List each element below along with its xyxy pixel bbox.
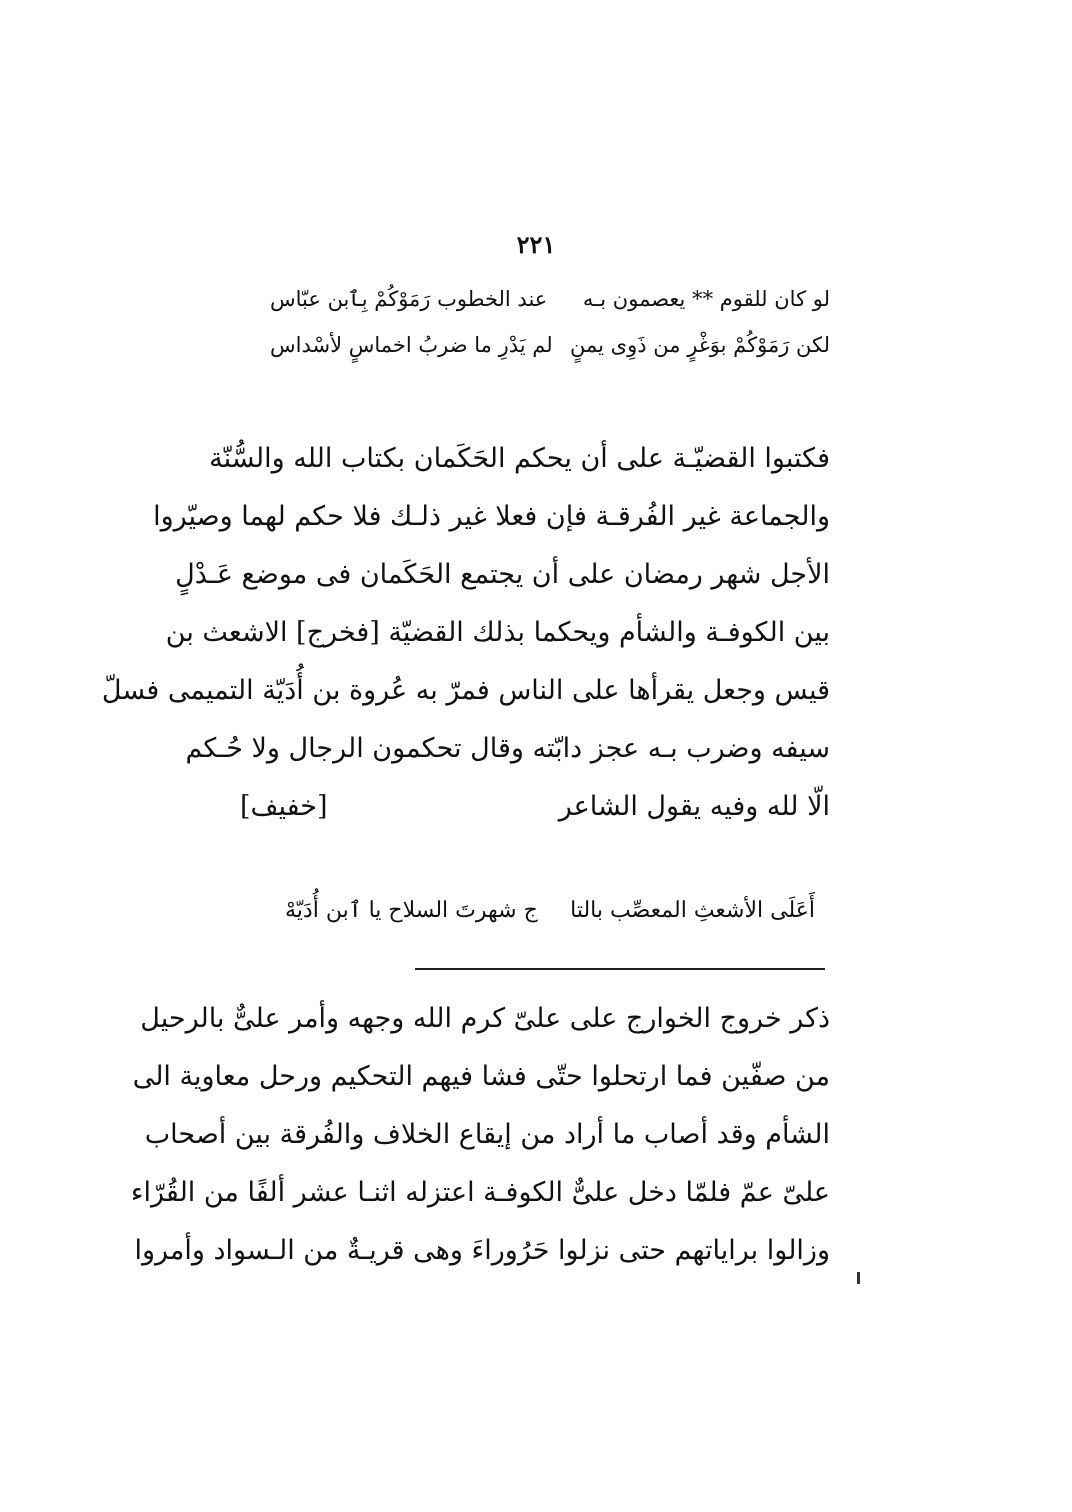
prose-line-text: الّا لله وفيه يقول الشاعر (558, 791, 830, 822)
verse-hemistich-left: عند الخطوب رَمَوْكُمْ بِٱبن عبّاس (270, 287, 548, 311)
verse-line (270, 282, 830, 328)
verse-line (270, 328, 830, 374)
prose-line: وزالوا براياتهم حتى نزلوا حَرُوراءَ وهى قريـةٌ من الـسواد وأمروا (134, 1235, 830, 1266)
prose-line: علىّ عمّ فلمّا دخل علىٌّ الكوفـة اعتزله اثنـا عشر ألفًا من القُرّاء (130, 1177, 830, 1208)
prose-line: بين الكوفـة والشأم ويحكما بذلك القضيّة [فخرج] الاشعث بن (165, 617, 830, 648)
prose-line: والجماعة غير الفُرقـة فإن فعلا غير ذلـك فلا حكم لهما وصيّروا (153, 501, 830, 532)
verse-single (285, 898, 815, 923)
page-number: ٢٢١ (516, 230, 556, 259)
prose-line: سيفه وضرب بـه عجز دابّته وقال تحكمون الرجال ولا حُـكم (185, 733, 830, 764)
section-divider (415, 968, 825, 970)
verse-hemistich-right: لكن رَمَوْكُمْ بوَغْرٍ من ذَوِى يمنٍ (570, 333, 830, 357)
prose-line: الشأم وقد أصاب ما أراد من إيقاع الخلاف والفُرقة بين أصحاب (144, 1119, 830, 1150)
verse-hemistich-right: أَعَلَى الأشعثِ المعصِّب بالتا (570, 898, 815, 923)
margin-mark (857, 1272, 860, 1284)
prose-line: من صفّين فما ارتحلوا حتّى فشا فيهم التحكيم ورحل معاوية الى (132, 1061, 830, 1092)
verse-hemistich-left: لم يَدْرِ ما ضربُ اخماسٍ لأسْداس (270, 333, 553, 357)
prose-line: فكتبوا القضيّـة على أن يحكم الحَكَمان بكتاب الله والسُّنّة (209, 443, 830, 474)
prose-line-last (240, 778, 830, 836)
verse-hemistich-right: لو كان للقوم ** يعصمون بـه (582, 287, 830, 311)
prose-paragraph-2 (130, 990, 830, 1280)
meter-label: [خفيف] (240, 791, 328, 822)
prose-line: قيس وجعل يقرأها على الناس فمرّ به عُروة بن أُدَيّة التميمى فسلّ (101, 675, 830, 706)
prose-line: ذكر خروج الخوارج على علىّ كرم الله وجهه وأمر علىٌّ بالرحيل (140, 1003, 830, 1034)
verse-block-top (270, 282, 830, 374)
prose-line: الأجل شهر رمضان على أن يجتمع الحَكَمان فى موضع عَـدْلٍ (175, 559, 830, 590)
verse-hemistich-left: ج شهرتَ السلاح يا ٱبن أُدَيّهْ (285, 898, 538, 923)
prose-paragraph-1 (101, 430, 830, 836)
